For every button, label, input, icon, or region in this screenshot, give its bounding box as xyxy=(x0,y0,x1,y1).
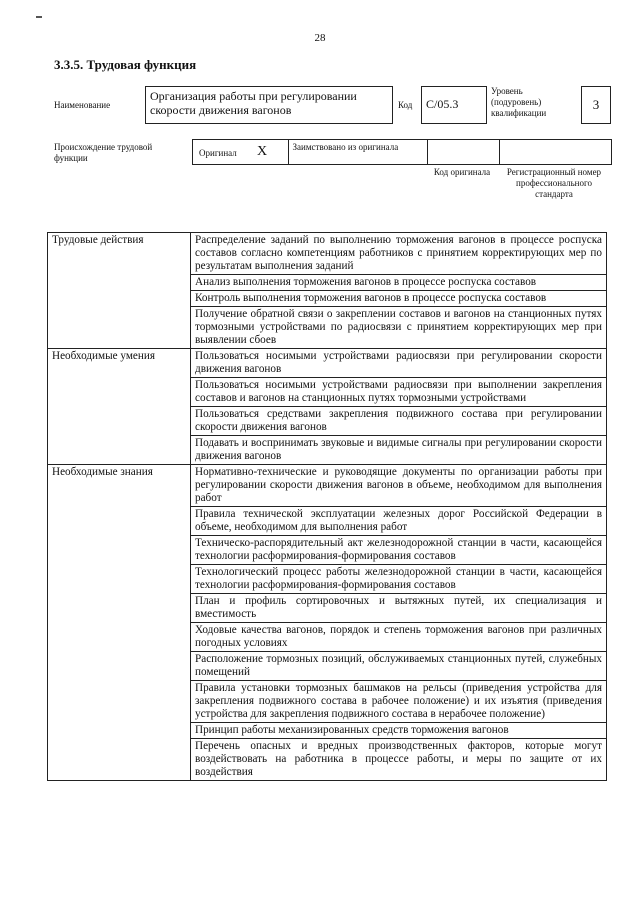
table-cell: Перечень опасных и вредных производственных факторов, которые могут воздействовать на работника в процессе работы, и меры по защите от их воздействия xyxy=(191,739,607,781)
level-value: 3 xyxy=(581,86,611,124)
level-label: Уровень (подуровень) квалификации xyxy=(491,86,547,118)
table-cell: Контроль выполнения торможения вагонов в процессе роспуска составов xyxy=(191,291,607,307)
reg-number-cell xyxy=(500,140,611,164)
table-cell: Пользоваться средствами закрепления подвижного состава при регулировании скорости движения вагонов xyxy=(191,407,607,436)
table-cell: Технологический процесс работы железнодорожной станции в части, касающейся технологии расформирования-формирования составов xyxy=(191,565,607,594)
table-cell: Техническо-распорядительный акт железнодорожной станции в части, касающейся технологии расформирования-формирования составов xyxy=(191,536,607,565)
code-original-cell xyxy=(428,140,500,164)
scan-mark xyxy=(36,16,42,18)
reg-number-caption: Регистрационный номер профессионального стандарта xyxy=(506,167,602,199)
original-mark: Х xyxy=(257,144,268,159)
origin-row xyxy=(192,139,612,165)
borrowed-cell xyxy=(289,140,428,164)
table-cell: Правила установки тормозных башмаков на рельсы (приведения устройства для закрепления подвижного состава в рабочее положение) и их изъятия (приведения устройства для закрепления подвижного состава в нерабочее положение) xyxy=(191,681,607,723)
name-label: Наименование xyxy=(54,100,111,110)
table-cell: Правила технической эксплуатации железных дорог Российской Федерации в объеме, необходимом для выполнения работ xyxy=(191,507,607,536)
function-table xyxy=(47,232,607,781)
table-cell: Ходовые качества вагонов, порядок и степень торможения вагонов при различных погодных условиях xyxy=(191,623,607,652)
table-cell: Распределение заданий по выполнению торможения вагонов в процессе роспуска составов согласно компетенциям работников с принятием корректирующих мер по результатам выполнения заданий xyxy=(191,233,607,275)
table-row xyxy=(48,349,607,378)
table-cell: Получение обратной связи о закреплении составов и вагонов на станционных путях тормозными устройствами по радиосвязи с принятием корректирующих мер при выявлении сбоев xyxy=(191,307,607,349)
section-title: 3.3.5. Трудовая функция xyxy=(54,57,197,72)
original-label: Оригинал xyxy=(199,148,237,158)
origin-label: Происхождение трудовой функции xyxy=(54,142,153,163)
category-required-skills: Необходимые умения xyxy=(48,349,191,465)
code-original-caption: Код оригинала xyxy=(433,167,491,177)
code-value: С/05.3 xyxy=(421,86,487,124)
page-number: 28 xyxy=(314,32,326,44)
table-cell: План и профиль сортировочных и вытяжных путей, их специализация и вместимость xyxy=(191,594,607,623)
category-labor-actions: Трудовые действия xyxy=(48,233,191,349)
table-cell: Расположение тормозных позиций, обслуживаемых станционных путей, служебных помещений xyxy=(191,652,607,681)
table-cell: Пользоваться носимыми устройствами радиосвязи при выполнении закрепления составов и вагонов на станционных путях тормозными устройствами xyxy=(191,378,607,407)
borrowed-label: Заимствовано из оригинала xyxy=(292,142,399,152)
table-cell: Пользоваться носимыми устройствами радиосвязи при регулировании скорости движения вагонов xyxy=(191,349,607,378)
original-cell xyxy=(193,140,289,164)
category-required-knowledge: Необходимые знания xyxy=(48,465,191,781)
table-cell: Принцип работы механизированных средств торможения вагонов xyxy=(191,723,607,739)
table-cell: Подавать и воспринимать звуковые и видимые сигналы при регулировании скорости движения вагонов xyxy=(191,436,607,465)
table-row xyxy=(48,465,607,507)
table-row xyxy=(48,233,607,275)
table-cell: Анализ выполнения торможения вагонов в процессе роспуска составов xyxy=(191,275,607,291)
table-cell: Нормативно-технические и руководящие документы по организации работы при регулировании скорости движения вагонов в объеме, необходимом для выполнения работ xyxy=(191,465,607,507)
name-value: Организация работы при регулировании скорости движения вагонов xyxy=(145,86,393,124)
code-label: Код xyxy=(398,100,413,110)
